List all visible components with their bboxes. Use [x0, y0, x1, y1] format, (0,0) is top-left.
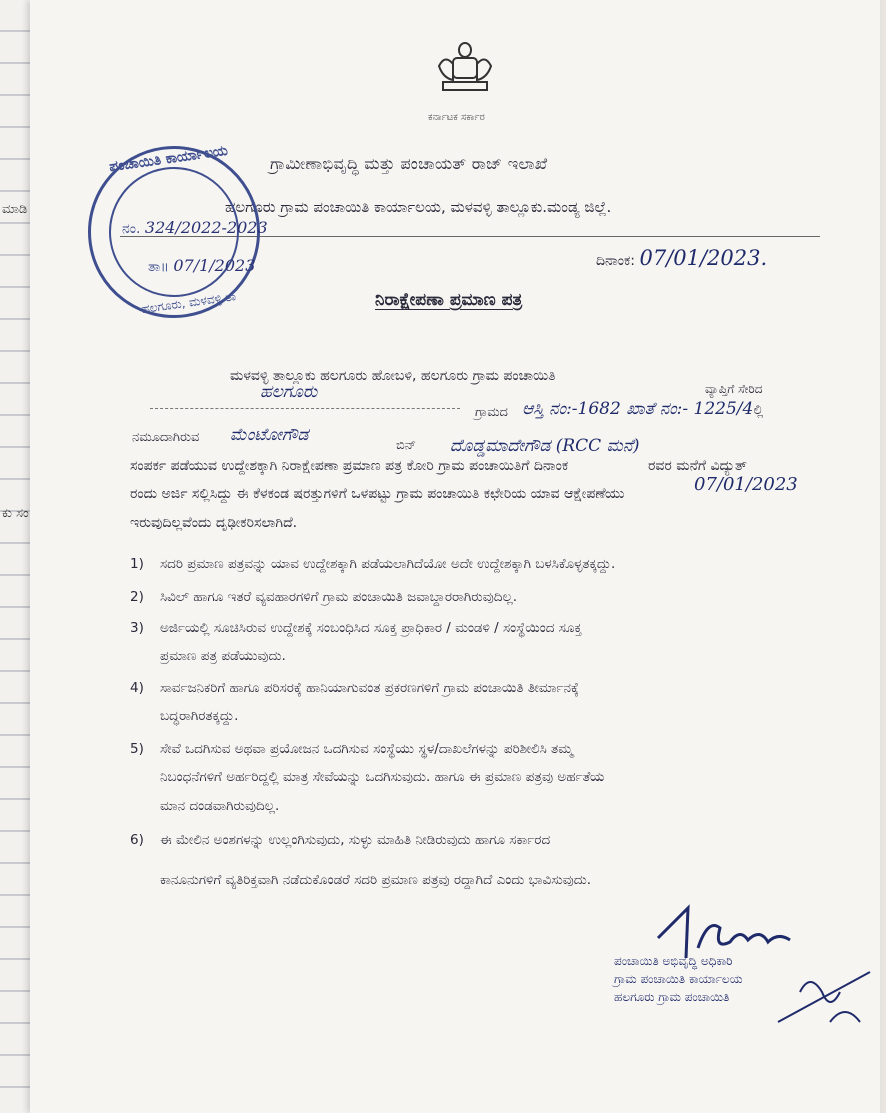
holder-handwritten: ಮೆಂಟೋಗೌಡ: [230, 425, 309, 445]
issue-date-value: 07/01/2023.: [639, 246, 768, 270]
initials-mark: [770, 962, 880, 1037]
reference-date: [148, 256, 255, 275]
department-name: ಗ್ರಾಮೀಣಾಭಿವೃದ್ಧಿ ಮತ್ತು ಪಂಚಾಯತ್ ರಾಜ್ ಇಲಾಖೆ: [270, 154, 548, 173]
reference-number: [122, 218, 268, 237]
background-text-fragment: ಕು ಸಂ: [2, 506, 29, 521]
background-text-fragment: ಮಾಡಿ: [2, 202, 28, 217]
father-name-handwritten: ದೊಡ್ಡಮಾದೇಗೌಡ (RCC ಮನೆ): [450, 436, 640, 456]
condition-continuation: ಮಾನ ದಂಡವಾಗಿರುವುದಿಲ್ಲ.: [160, 798, 280, 814]
reference-date-label: ತಾ॥: [148, 259, 169, 275]
signatory-line-2: ಗ್ರಾಮ ಪಂಚಾಯಿತಿ ಕಾರ್ಯಾಲಯ: [614, 972, 743, 986]
signatory-line-1: ಪಂಚಾಯಿತಿ ಅಭಿವೃದ್ಧಿ ಅಧಿಕಾರಿ: [614, 954, 733, 968]
body-line-6: ಇರುವುದಿಲ್ಲವೆಂದು ದೃಢೀಕರಿಸಲಾಗಿದೆ.: [130, 515, 298, 531]
body-line-1-end: ವ್ಯಾಪ್ತಿಗೆ ಸೇರಿದ: [705, 382, 763, 396]
body-line-1: ಮಳವಳ್ಳಿ ತಾಲ್ಲೂಕು ಹಲಗೂರು ಹೋಬಳಿ, ಹಲಗೂರು ಗ್ರಾಮ ಪಂಚಾಯಿತಿ: [230, 368, 556, 384]
reference-date-value: 07/1/2023: [173, 256, 256, 275]
office-name: ಹಲಗೂರು ಗ್ರಾಮ ಪಂಚಾಯಿತಿ ಕಾರ್ಯಾಲಯ, ಮಳವಳ್ಳಿ ತಾಲ್ಲೂಕು.ಮಂಡ್ಯ ಜಿಲ್ಲೆ.: [225, 198, 612, 216]
condition-continuation: ನಿಬಂಧನೆಗಳಿಗೆ ಅರ್ಹರಿದ್ದಲ್ಲಿ ಮಾತ್ರ ಸೇವೆಯನ್ನು ಒದಗಿಸುವುದು. ಹಾಗೂ ಈ ಪ್ರಮಾಣ ಪತ್ರವು ಅರ್ಹತೆಯ: [160, 769, 605, 785]
bin-label: ಬಿನ್: [396, 438, 417, 453]
signatory-line-3: ಹಲಗೂರು ಗ್ರಾಮ ಪಂಚಾಯಿತಿ: [614, 990, 730, 1004]
body-line-5: ರಂದು ಅರ್ಜಿ ಸಲ್ಲಿಸಿದ್ದು ಈ ಕೆಳಕಂಡ ಷರತ್ತುಗಳಿಗೆ ಒಳಪಟ್ಟು ಗ್ರಾಮ ಪಂಚಾಯಿತಿ ಕಛೇರಿಯ ಯಾವ ಆಕ್ಷೇಪಣೆಯು: [130, 486, 625, 502]
village-label: ಗ್ರಾಮದ: [475, 405, 508, 420]
signatory-block: [614, 952, 743, 1006]
karnataka-emblem-icon: [435, 40, 495, 95]
fill-in-line: [150, 408, 460, 410]
condition-item: 3) ಅರ್ಜಿಯಲ್ಲಿ ಸೂಚಿಸಿರುವ ಉದ್ದೇಶಕ್ಕೆ ಸಂಬಂಧಿಸಿದ ಸೂಕ್ತ ಪ್ರಾಧಿಕಾರ / ಮಂಡಳಿ / ಸಂಸ್ಥೆಯಿಂದ ಸೂಕ್ತ: [130, 620, 582, 636]
condition-continuation: ಬದ್ಧರಾಗಿರತಕ್ಕದ್ದು.: [160, 708, 239, 724]
condition-item: 4) ಸಾರ್ವಜನಿಕರಿಗೆ ಹಾಗೂ ಪರಿಸರಕ್ಕೆ ಹಾನಿಯಾಗುವಂತ ಪ್ರಕರಣಗಳಿಗೆ ಗ್ರಾಮ ಪಂಚಾಯಿತಿ ತೀರ್ಮಾನಕ್ಕೆ: [130, 680, 579, 696]
holder-label: ನಮೂದಾಗಿರುವ: [132, 430, 200, 445]
application-date-handwritten: 07/01/2023: [694, 474, 798, 495]
reference-number-label: ನಂ.: [122, 221, 141, 237]
body-line-4: ಸಂಪರ್ಕ ಪಡೆಯುವ ಉದ್ದೇಶಕ್ಕಾಗಿ ನಿರಾಕ್ಷೇಪಣಾ ಪ್ರಮಾಣ ಪತ್ರ ಕೋರಿ ಗ್ರಾಮ ಪಂಚಾಯಿತಿಗೆ ದಿನಾಂಕ: [130, 458, 569, 474]
seal-bottom-text: ಹಲಗೂರು, ಮಳವಳ್ಳಿ ತಾ: [140, 289, 237, 317]
certificate-paper: [30, 0, 880, 1113]
body-line-4-pre: ರವರ ಮನೆಗೆ ವಿದ್ಯುತ್: [648, 458, 747, 474]
issue-date-label: ದಿನಾಂಕ:: [596, 253, 635, 269]
issue-date: [596, 246, 767, 270]
property-handwritten: ಆಸ್ತಿ ನಂ:-1682 ಖಾತೆ ನಂ:- 1225/4ಲ್ಲಿ: [522, 399, 764, 419]
government-name: ಕರ್ನಾಟಕ ಸರ್ಕಾರ: [428, 112, 485, 123]
village-handwritten: ಹಲಗೂರು: [260, 382, 318, 402]
condition-item: 2) ಸಿವಿಲ್ ಹಾಗೂ ಇತರೆ ವ್ಯವಹಾರಗಳಿಗೆ ಗ್ರಾಮ ಪಂಚಾಯಿತಿ ಜವಾಬ್ದಾರರಾಗಿರುವುದಿಲ್ಲ.: [130, 589, 518, 605]
condition-continuation: ಕಾನೂನುಗಳಿಗೆ ವ್ಯತಿರಿಕ್ತವಾಗಿ ನಡೆದುಕೊಂಡರೆ ಸದರಿ ಪ್ರಮಾಣ ಪತ್ರವು ರದ್ದಾಗಿದೆ ಎಂದು ಭಾವಿಸುವುದು.: [160, 872, 592, 888]
condition-item: 6) ಈ ಮೇಲಿನ ಅಂಶಗಳನ್ನು ಉಲ್ಲಂಗಿಸುವುದು, ಸುಳ್ಳು ಮಾಹಿತಿ ನೀಡಿರುವುದು ಹಾಗೂ ಸರ್ಕಾರದ: [130, 832, 551, 848]
condition-item: 1) ಸದರಿ ಪ್ರಮಾಣ ಪತ್ರವನ್ನು ಯಾವ ಉದ್ದೇಶಕ್ಕಾಗಿ ಪಡೆಯಲಾಗಿದೆಯೋ ಅದೇ ಉದ್ದೇಶಕ್ಕಾಗಿ ಬಳಸಿಕೊಳ್ಳತಕ್ಕದ್ದು.: [130, 556, 616, 572]
reference-number-value: 324/2022-2023: [144, 218, 268, 237]
document-title: ನಿರಾಕ್ಷೇಪಣಾ ಪ್ರಮಾಣ ಪತ್ರ: [375, 290, 523, 310]
condition-continuation: ಪ್ರಮಾಣ ಪತ್ರ ಪಡೆಯುವುದು.: [160, 648, 286, 664]
condition-item: 5) ಸೇವೆ ಒದಗಿಸುವ ಅಥವಾ ಪ್ರಯೋಜನ ಒದಗಿಸುವ ಸಂಸ್ಥೆಯು ಸ್ಥಳ/ದಾಖಲೆಗಳನ್ನು ಪರಿಶೀಲಿಸಿ ತಮ್ಮ: [130, 741, 573, 757]
seal-top-text: ಪಂಚಾಯಿತಿ ಕಾರ್ಯಾಲಯ: [108, 142, 229, 176]
